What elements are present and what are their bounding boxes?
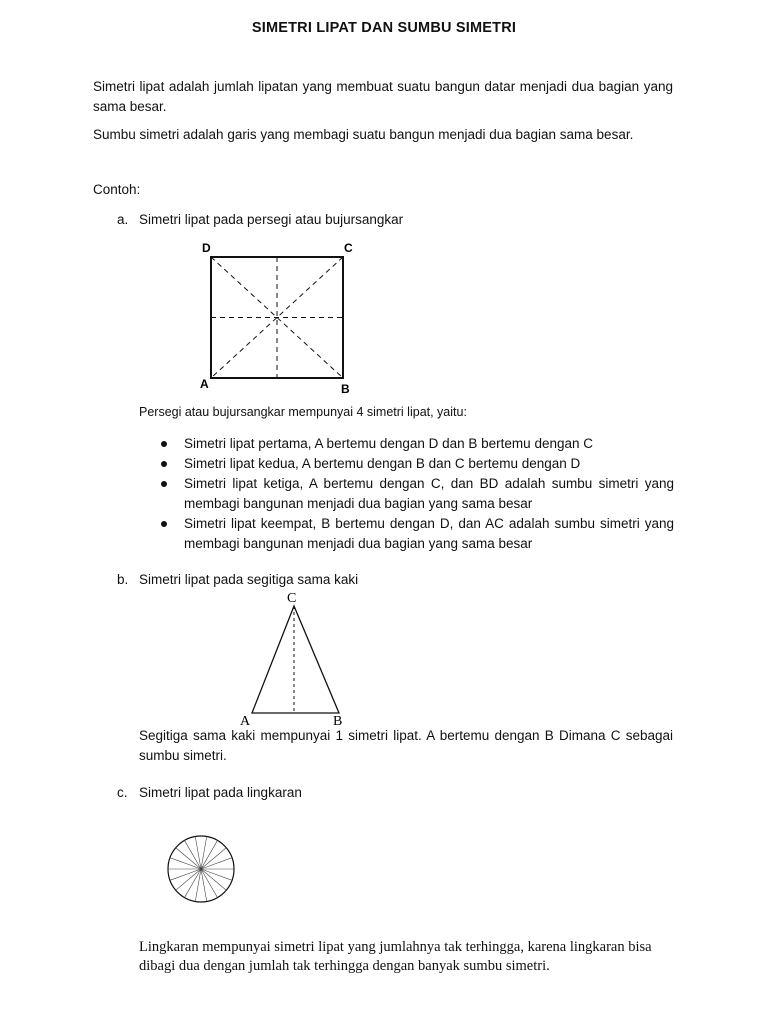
section-a-title: Simetri lipat pada persegi atau bujursangkar [139,212,404,227]
definition-simetri-lipat: Simetri lipat adalah jumlah lipatan yang membuat suatu bangun datar menjadi dua bagian yang sama besar. [93,79,673,114]
list-item: Simetri lipat pertama, A bertemu dengan D dan B bertemu dengan C [160,434,674,454]
definition-sumbu-simetri: Sumbu simetri adalah garis yang membagi suatu bangun menjadi dua bagian sama besar. [93,127,634,142]
circle-axis-line [176,869,201,890]
triangle-caption: Segitiga sama kaki mempunyai 1 simetri lipat. A bertemu dengan B Dimana C sebagai sumbu simetri. [139,728,673,763]
circle-axis-line [170,869,201,880]
list-item: Simetri lipat ketiga, A bertemu dengan C, dan BD adalah sumbu simetri yang membagi bangunan menjadi dua bagian yang sama besar [160,474,674,514]
circle-axis-line [201,848,226,869]
label-a: A [240,714,251,726]
triangle-figure [230,586,360,726]
page-title: SIMETRI LIPAT DAN SUMBU SIMETRI [251,20,517,36]
section-c-title: Simetri lipat pada lingkaran [139,785,302,800]
section-a-heading [117,212,403,227]
section-b-heading [117,572,358,587]
label-c: C [287,591,297,606]
square-figure [190,236,370,396]
circle-axis-line [176,848,201,869]
circle-axis-line [170,858,201,869]
section-b-title: Simetri lipat pada segitiga sama kaki [139,572,359,587]
circle-axis-line [201,869,226,890]
label-d: D [202,241,211,255]
section-b-marker: b. [117,572,129,587]
circle-axis-line [201,869,232,880]
label-b: B [333,714,343,726]
label-b: B [341,382,350,396]
circle-caption: Lingkaran mempunyai simetri lipat yang jumlahnya tak terhingga, karena lingkaran bisa dibagi dua dengan jumlah tak terhingga dengan banyak sumbu simetri. [139,939,652,974]
circle-figure [162,830,240,908]
square-caption: Persegi atau bujursangkar mempunyai 4 simetri lipat, yaitu: [139,405,467,419]
triangle-outline [252,606,339,713]
section-a-marker: a. [117,212,129,227]
label-a: A [200,377,209,391]
label-c: C [344,241,353,255]
list-item: Simetri lipat keempat, B bertemu dengan D, dan AC adalah sumbu simetri yang membagi bangunan menjadi dua bagian yang sama besar [160,514,674,554]
section-c-heading [117,785,302,800]
circle-axis-line [201,858,232,869]
contoh-label: Contoh: [93,182,141,197]
square-symmetry-list [160,434,674,554]
list-item: Simetri lipat kedua, A bertemu dengan B dan C bertemu dengan D [160,454,674,474]
section-c-marker: c. [117,785,128,800]
